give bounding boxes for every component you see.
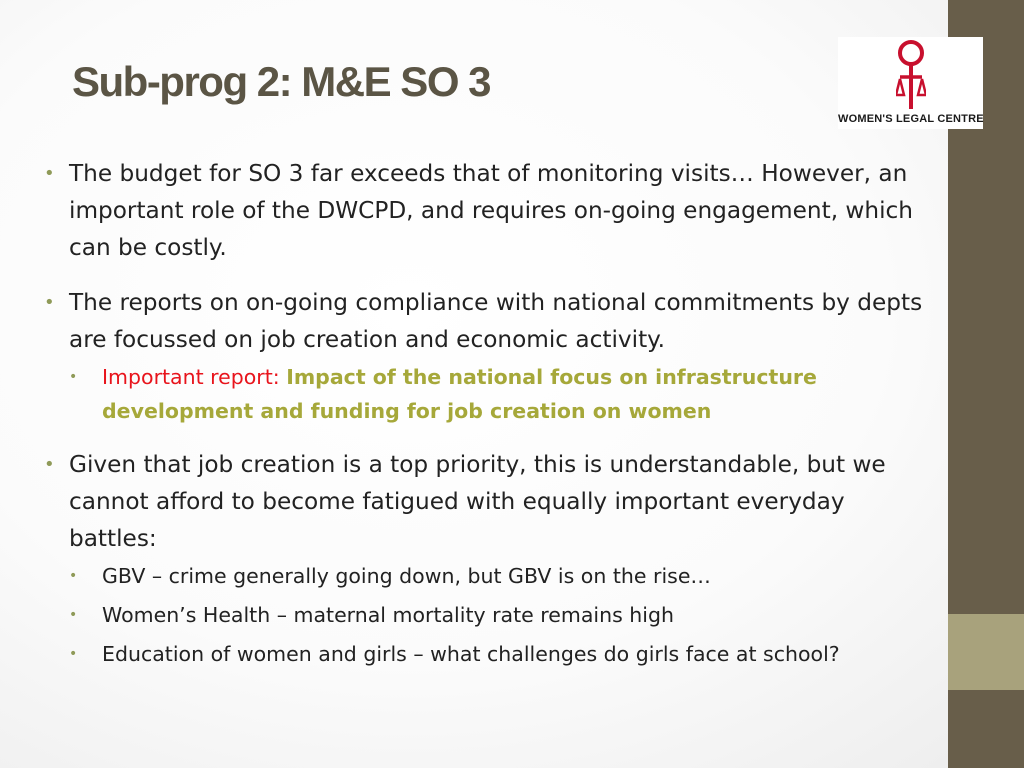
sub-bullet-text: GBV – crime generally going down, but GBV is on the rise… — [102, 564, 711, 588]
bullet-text: Given that job creation is a top priority, this is understandable, but we cannot afford to become fatigued with equally important everyday battles: — [69, 451, 886, 552]
bullet-text: The reports on on-going compliance with national commitments by depts are focussed on job creation and economic activity. — [69, 289, 923, 353]
sub-bullet-dot: • — [69, 369, 78, 385]
important-report-title: Impact of the national focus on infrastructure development and funding for job creation on women — [102, 365, 817, 423]
womens-legal-centre-logo — [838, 37, 983, 129]
bullet-job-creation — [44, 446, 934, 671]
sub-bullet-dot: • — [69, 607, 78, 623]
sub-bullet-dot: • — [69, 646, 78, 662]
bullet-dot: • — [44, 454, 55, 475]
sub-bullet-womens-health — [69, 598, 934, 632]
bullet-budget — [44, 155, 934, 266]
sub-bullet-gbv — [69, 559, 934, 593]
slide-title: Sub-prog 2: M&E SO 3 — [72, 58, 491, 105]
bullet-text: The budget for SO 3 far exceeds that of monitoring visits… However, an important role of the DWCPD, and requires on-going engagement, which can be costly. — [69, 160, 913, 261]
sub-bullet-text: Education of women and girls – what challenges do girls face at school? — [102, 642, 840, 666]
bullet-dot: • — [44, 292, 55, 313]
logo-text: WOMEN'S LEGAL CENTRE — [838, 113, 984, 125]
female-symbol-with-scales-icon — [896, 39, 926, 111]
sub-bullet-dot: • — [69, 568, 78, 584]
sub-bullet-education — [69, 637, 934, 671]
sub-bullet-text: Women’s Health – maternal mortality rate remains high — [102, 603, 674, 627]
bullet-reports — [44, 284, 934, 428]
sub-bullet-important-report — [69, 360, 934, 428]
side-decor-accent — [948, 614, 1024, 690]
important-report-label: Important report: — [102, 365, 287, 389]
bullet-dot: • — [44, 163, 55, 184]
slide-body — [44, 155, 934, 689]
